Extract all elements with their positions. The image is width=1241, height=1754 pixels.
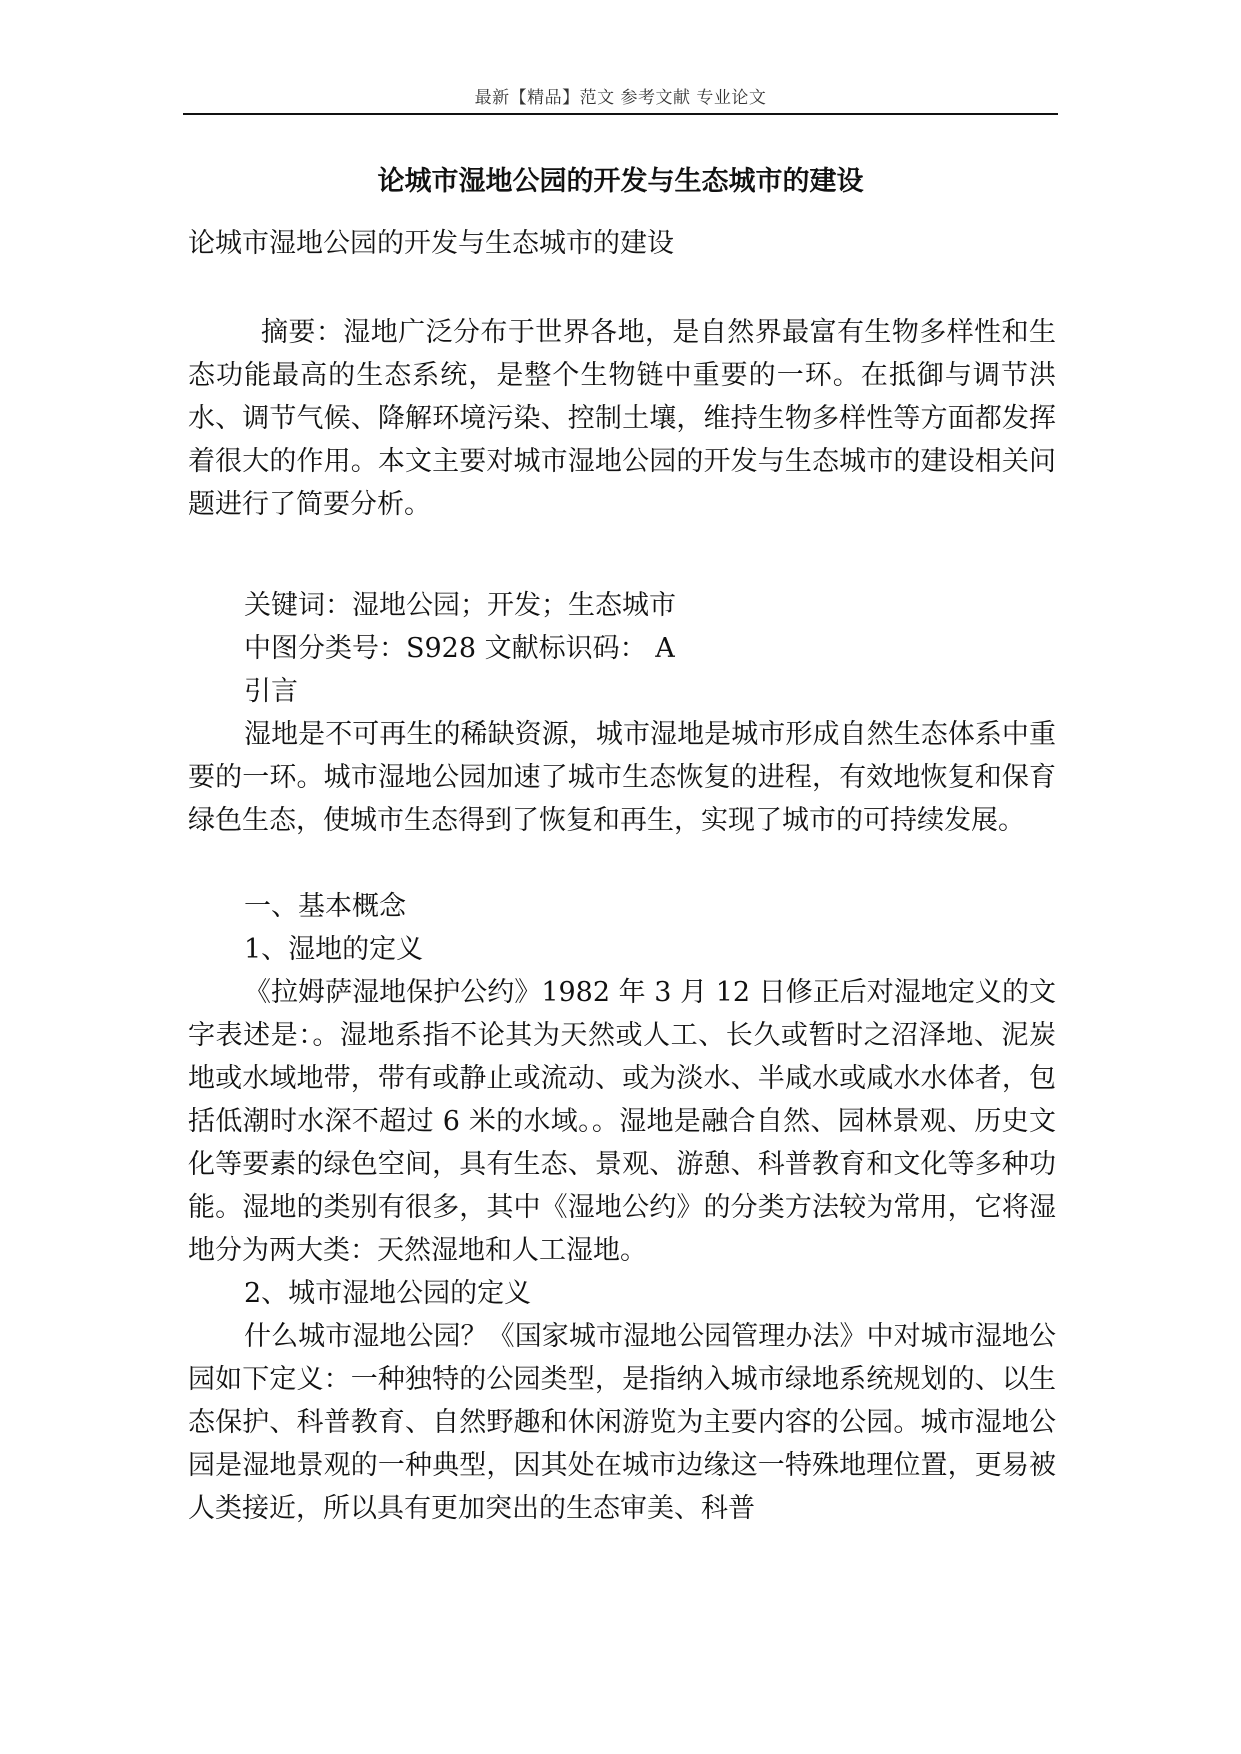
urban-wetland-park-paragraph: 什么城市湿地公园？《国家城市湿地公园管理办法》中对城市湿地公园如下定义：一种独特的公园类型，是指纳入城市绿地系统规划的、以生态保护、科普教育、自然野趣和休闲游览为主要内容的公园。城市湿地公园是湿地景观的一种典型，因其处在城市边缘这一特殊地理位置，更易被人类接近，所以具有更加突出的生态审美、科普 <box>188 1321 1056 1524</box>
subsection-heading-wetland-definition: 1、湿地的定义 <box>244 934 424 965</box>
document-subtitle: 论城市湿地公园的开发与生态城市的建设 <box>188 228 674 259</box>
abstract-paragraph: 摘要：湿地广泛分布于世界各地，是自然界最富有生物多样性和生态功能最高的生态系统，是整个生物链中重要的一环。在抵御与调节洪水、调节气候、降解环境污染、控制土壤，维持生物多样性等方面都发挥着很大的作用。本文主要对城市湿地公园的开发与生态城市的建设相关问题进行了简要分析。 <box>188 317 1056 520</box>
document-title: 论城市湿地公园的开发与生态城市的建设 <box>377 166 864 197</box>
introduction-paragraph: 湿地是不可再生的稀缺资源，城市湿地是城市形成自然生态体系中重要的一环。城市湿地公园加速了城市生态恢复的进程，有效地恢复和保育绿色生态，使城市生态得到了恢复和再生，实现了城市的可持续发展。 <box>188 719 1056 836</box>
section-heading-basic-concepts: 一、基本概念 <box>244 891 406 922</box>
introduction-heading: 引言 <box>244 676 298 707</box>
running-header: 最新【精品】范文 参考文献 专业论文 <box>474 88 767 108</box>
subsection-heading-urban-wetland-park: 2、城市湿地公园的定义 <box>244 1278 532 1309</box>
wetland-definition-paragraph: 《拉姆萨湿地保护公约》1982 年 3 月 12 日修正后对湿地定义的文字表述是：。湿地系指不论其为天然或人工、长久或暂时之沼泽地、泥炭地或水域地带，带有或静止或流动、或为淡水、半咸水或咸水水体者，包括低潮时水深不超过 6 米的水域。。湿地是融合自然、园林景观、历史文化等要素的绿色空间，具有生态、景观、游憩、科普教育和文化等多种功能。湿地的类别有很多，其中《湿地公约》的分类方法较为常用，它将湿地分为两大类：天然湿地和人工湿地。 <box>188 977 1056 1266</box>
classification-line: 中图分类号：S928 文献标识码： A <box>244 633 675 664</box>
header-divider <box>183 113 1058 115</box>
keywords-line: 关键词：湿地公园；开发；生态城市 <box>244 590 676 621</box>
